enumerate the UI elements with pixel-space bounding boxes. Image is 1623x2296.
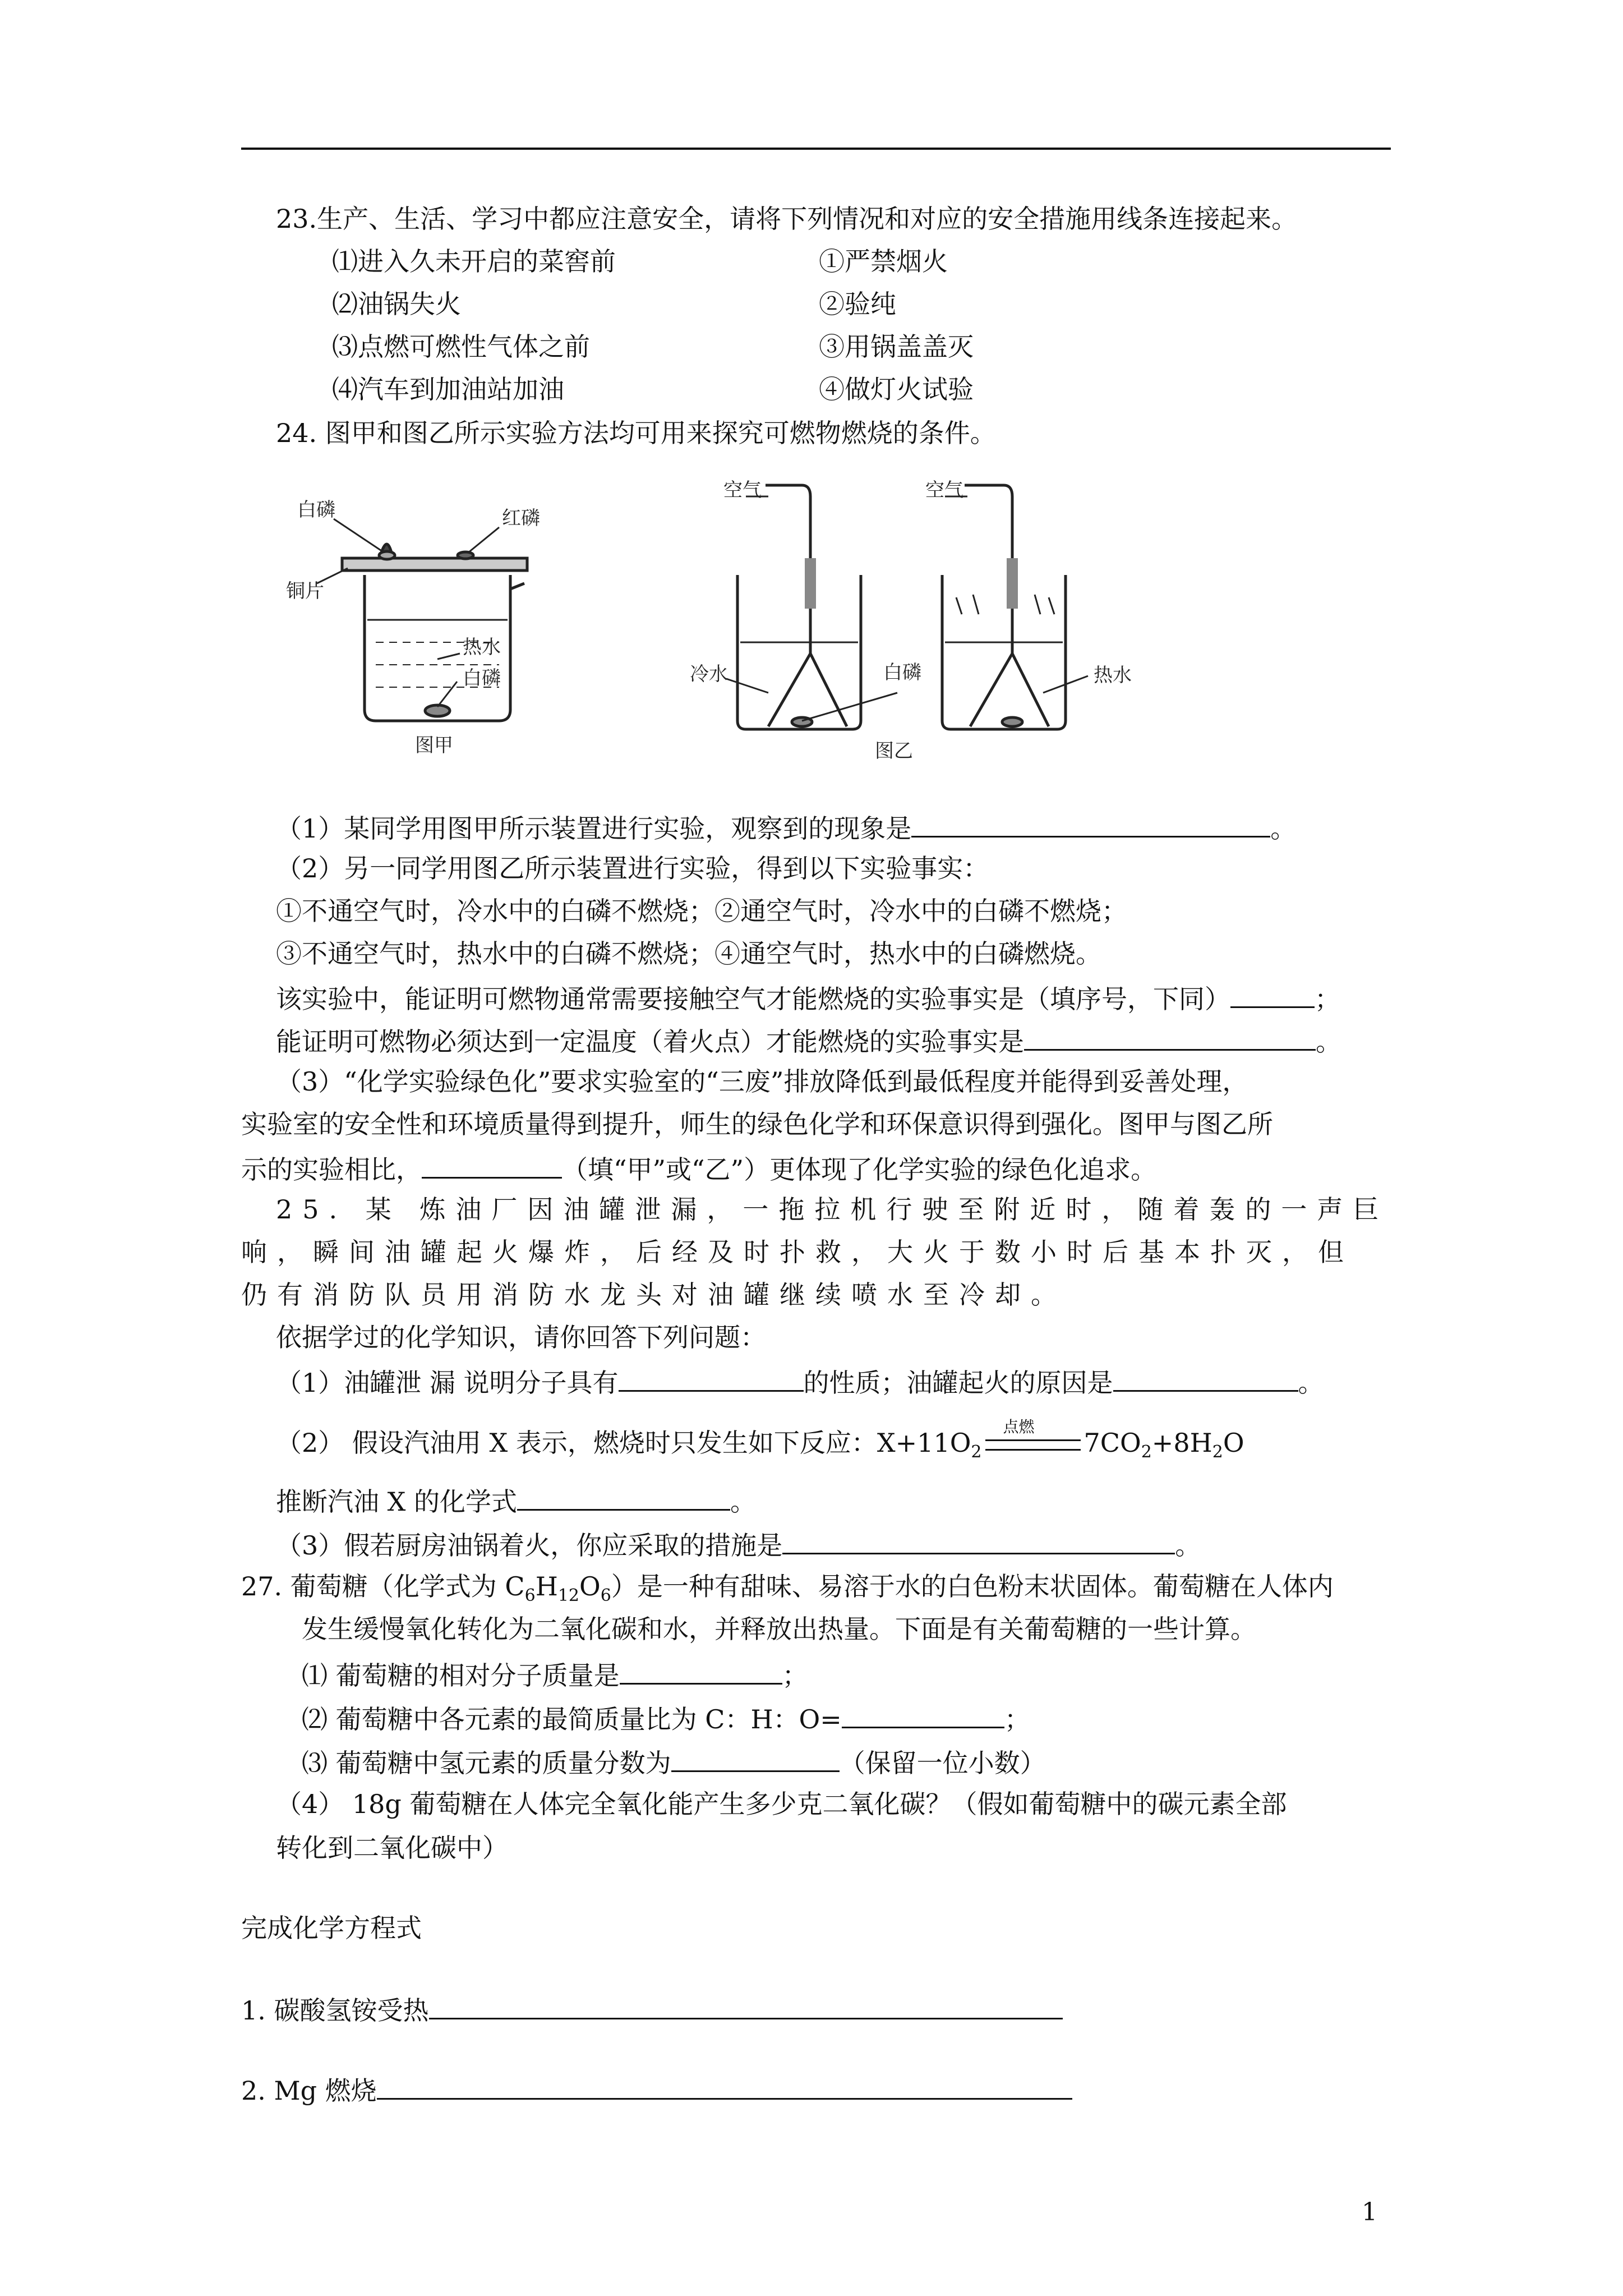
q24-ask1: 该实验中，能证明可燃物通常需要接触空气才能燃烧的实验事实是（填序号，下同） ； [276,978,1340,1014]
q23-left-3: ⑶点燃可燃性气体之前 [332,332,590,362]
q27-s2: ⑵ 葡萄糖中各元素的最简质量比为 C：H：O= ； [302,1699,1030,1734]
yi-label-hot-water: 热水 [1094,664,1132,687]
answer-blank[interactable] [1024,1021,1316,1051]
q25-line2: 响，瞬间油罐起火爆炸，后经及时扑救，大火于数小时后基本扑灭，但 [241,1237,1354,1267]
q24-stem: 24. 图甲和图乙所示实验方法均可用来探究可燃物燃烧的条件。 [276,418,996,448]
q23-right-2: ②验纯 [819,289,896,319]
q25-p3: （3）假若厨房油锅着火，你应采取的措施是 。 [276,1525,1201,1561]
answer-blank[interactable] [671,1742,840,1772]
beaker-yi-hot [942,485,1088,729]
answer-blank[interactable] [377,2070,1072,2100]
yi-label-air-1: 空气 [723,479,762,501]
jia-label-red-p: 红磷 [502,507,540,530]
beaker-yi-cold [726,485,897,729]
q24-p1: （1）某同学用图甲所示装置进行实验，观察到的现象是 。 [276,808,1296,844]
q25-p1: （1）油罐泄 漏 说明分子具有 的性质；油罐起火的原因是 。 [276,1362,1324,1398]
equations-title: 完成化学方程式 [241,1913,422,1943]
jia-label-white-p-water: 白磷 [463,667,501,689]
answer-blank[interactable] [517,1481,730,1511]
q25-line4: 依据学过的化学知识，请你回答下列问题： [276,1322,766,1352]
yi-label-white-p: 白磷 [883,661,921,684]
equation-2: 2. Mg 燃烧 [241,2070,1072,2106]
answer-blank[interactable] [619,1362,804,1392]
yi-caption: 图乙 [875,740,913,762]
q24-p3c: 示的实验相比， （填“甲”或“乙”）更体现了化学实验的绿色化追求。 [241,1149,1156,1185]
q24-p2: （2）另一同学用图乙所示装置进行实验，得到以下实验事实： [276,853,989,884]
q24-p3b: 实验室的安全性和环境质量得到提升，师生的绿色化学和环保意识得到强化。图甲与图乙所 [241,1109,1273,1139]
q23-stem: 23.生产、生活、学习中都应注意安全，请将下列情况和对应的安全措施用线条连接起来。 [276,204,1298,234]
q27-s1: ⑴ 葡萄糖的相对分子质量是 ； [302,1655,808,1691]
answer-blank[interactable] [842,1699,1004,1728]
yi-label-cold-water: 冷水 [690,663,728,685]
answer-blank[interactable] [911,808,1270,838]
q24-p3a: （3）“化学实验绿色化”要求实验室的“三废”排放降低到最低程度并能得到妥善处理， [276,1066,1248,1097]
reaction-condition: 点燃 [982,1425,1084,1461]
jia-caption: 图甲 [415,734,453,757]
q23-left-4: ⑷汽车到加油站加油 [332,374,564,404]
q27-s4a: （4） 18g 葡萄糖在人体完全氧化能产生多少克二氧化碳？（假如葡萄糖中的碳元素全部 [276,1789,1287,1819]
q24-ask2: 能证明可燃物必须达到一定温度（着火点）才能燃烧的实验事实是 。 [276,1021,1341,1057]
q27-line1: 27. 葡萄糖（化学式为 $C_6H_{12}O_6$）是一种有甜味、易溶于水的白色粉末状固体。葡萄糖在人体内 [241,1571,1334,1606]
yi-label-air-2: 空气 [925,479,963,501]
header-rule [241,148,1391,150]
answer-blank[interactable] [1230,978,1315,1008]
q25-line1: 25. 某 炼油厂因油罐泄漏，一拖拉机行驶至附近时，随着轰的一声巨 [276,1194,1389,1225]
beaker-jia [317,519,527,721]
jia-label-hot-water: 热水 [463,636,501,659]
answer-blank[interactable] [429,1990,1063,2019]
q27-line2: 发生缓慢氧化转化为二氧化碳和水，并释放出热量。下面是有关葡萄糖的一些计算。 [302,1614,1256,1644]
q25-p2-line2: 推断汽油 X 的化学式 。 [276,1481,756,1517]
q23-right-3: ③用锅盖盖灭 [819,332,974,362]
page-number: 1 [1362,2198,1377,2226]
answer-blank[interactable] [422,1149,562,1179]
answer-blank[interactable] [1113,1362,1298,1392]
q23-right-1: ①严禁烟火 [819,246,948,277]
equation-1: 1. 碳酸氢铵受热 [241,1990,1063,2026]
q24-fact2: ③不通空气时，热水中的白磷不燃烧；④通空气时，热水中的白磷燃烧。 [276,938,1101,969]
q23-right-4: ④做灯火试验 [819,374,974,404]
q27-s3: ⑶ 葡萄糖中氢元素的质量分数为 （保留一位小数） [302,1742,1046,1778]
q23-left-1: ⑴进入久未开启的菜窖前 [332,246,616,277]
answer-blank[interactable] [620,1655,782,1685]
q23-left-2: ⑵油锅失火 [332,289,461,319]
q25-line3: 仍有消防队员用消防水龙头对油罐继续喷水至冷却。 [241,1280,1067,1310]
combustion-experiment-figure [264,474,1172,766]
answer-blank[interactable] [782,1525,1175,1554]
jia-label-copper: 铜片 [286,580,324,602]
q25-p2: （2） 假设汽油用 X 表示，燃烧时只发生如下反应：$X+11O_2$ 点燃 $7CO_2+8H_2O$ [276,1418,1244,1462]
q24-fact1: ①不通空气时，冷水中的白磷不燃烧；②通空气时，冷水中的白磷不燃烧； [276,896,1127,926]
q27-s4b: 转化到二氧化碳中） [276,1833,508,1863]
jia-label-white-p-top: 白磷 [297,499,335,521]
